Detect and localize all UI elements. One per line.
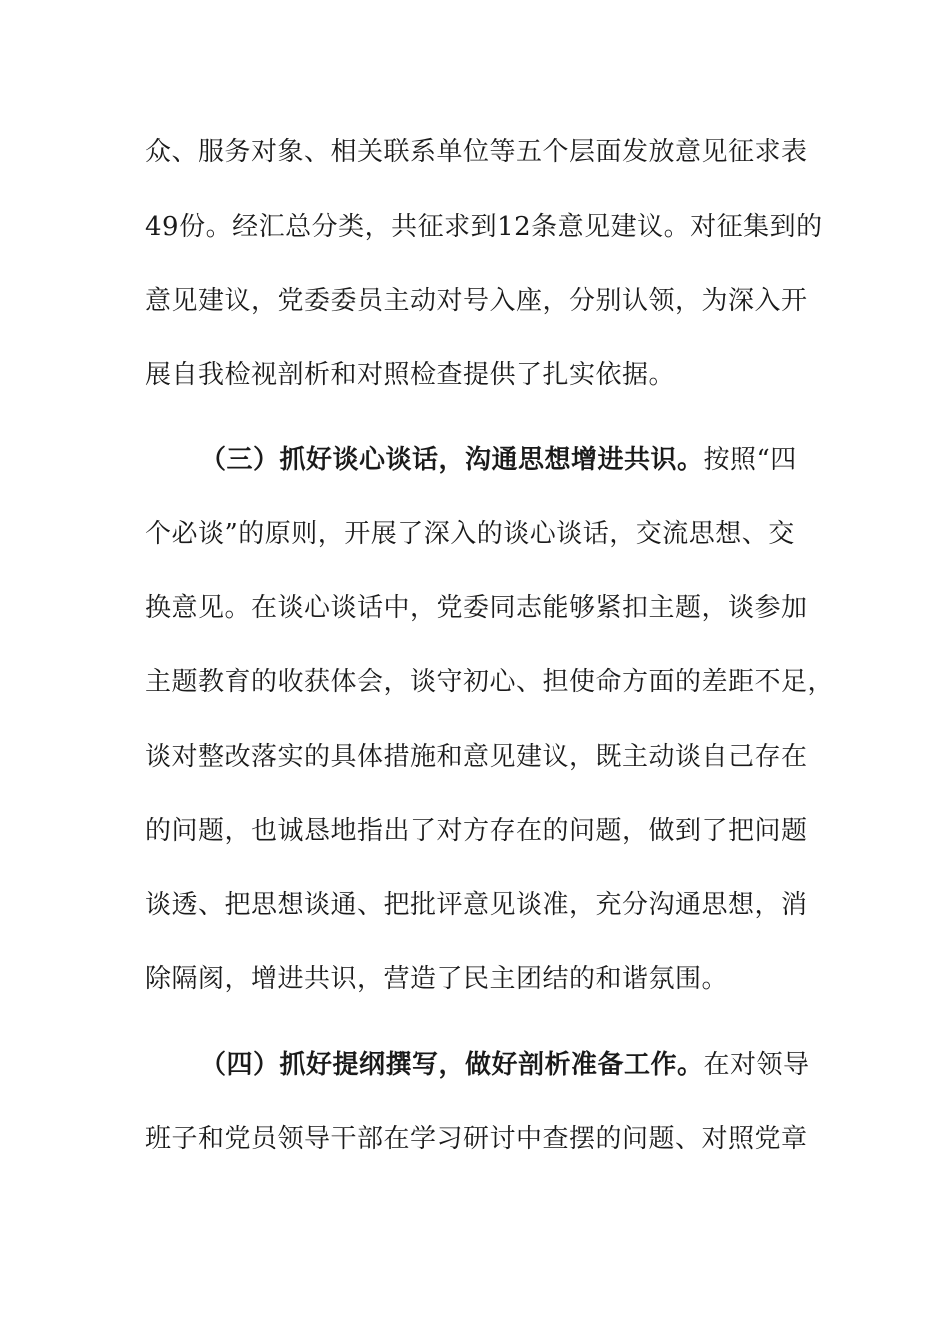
paragraph-line: 个必谈”的原则，开展了深入的谈心谈话，交流思想、交 bbox=[145, 519, 795, 549]
paragraph-text: 按照“四 bbox=[703, 445, 797, 475]
paragraph-line: 意见建议，党委委员主动对号入座，分别认领，为深入开 bbox=[145, 286, 808, 316]
section-heading: （三）抓好谈心谈话，沟通思想增进共识。 bbox=[200, 445, 704, 475]
paragraph-line: 谈对整改落实的具体措施和意见建议，既主动谈自己存在 bbox=[145, 742, 808, 772]
paragraph-line: 众、服务对象、相关联系单位等五个层面发放意见征求表 bbox=[145, 137, 808, 167]
section-heading-line bbox=[200, 443, 880, 477]
paragraph-text: 在对领导 bbox=[703, 1050, 810, 1080]
paragraph-line: 除隔阂，增进共识，营造了民主团结的和谐氛围。 bbox=[145, 964, 729, 994]
paragraph-line: 主题教育的收获体会，谈守初心、担使命方面的差距不足， bbox=[145, 667, 835, 697]
paragraph-line: 换意见。在谈心谈话中，党委同志能够紧扣主题，谈参加 bbox=[145, 593, 808, 623]
paragraph-line: 49份。经汇总分类，共征求到12条意见建议。对征集到的 bbox=[145, 212, 823, 242]
section-heading-line bbox=[200, 1048, 880, 1082]
paragraph-line: 展自我检视剖析和对照检查提供了扎实依据。 bbox=[145, 360, 676, 390]
section-heading: （四）抓好提纲撰写，做好剖析准备工作。 bbox=[200, 1050, 704, 1080]
paragraph-line: 的问题，也诚恳地指出了对方存在的问题，做到了把问题 bbox=[145, 816, 808, 846]
paragraph-line: 班子和党员领导干部在学习研讨中查摆的问题、对照党章 bbox=[145, 1124, 808, 1154]
paragraph-line: 谈透、把思想谈通、把批评意见谈准，充分沟通思想，消 bbox=[145, 890, 808, 920]
